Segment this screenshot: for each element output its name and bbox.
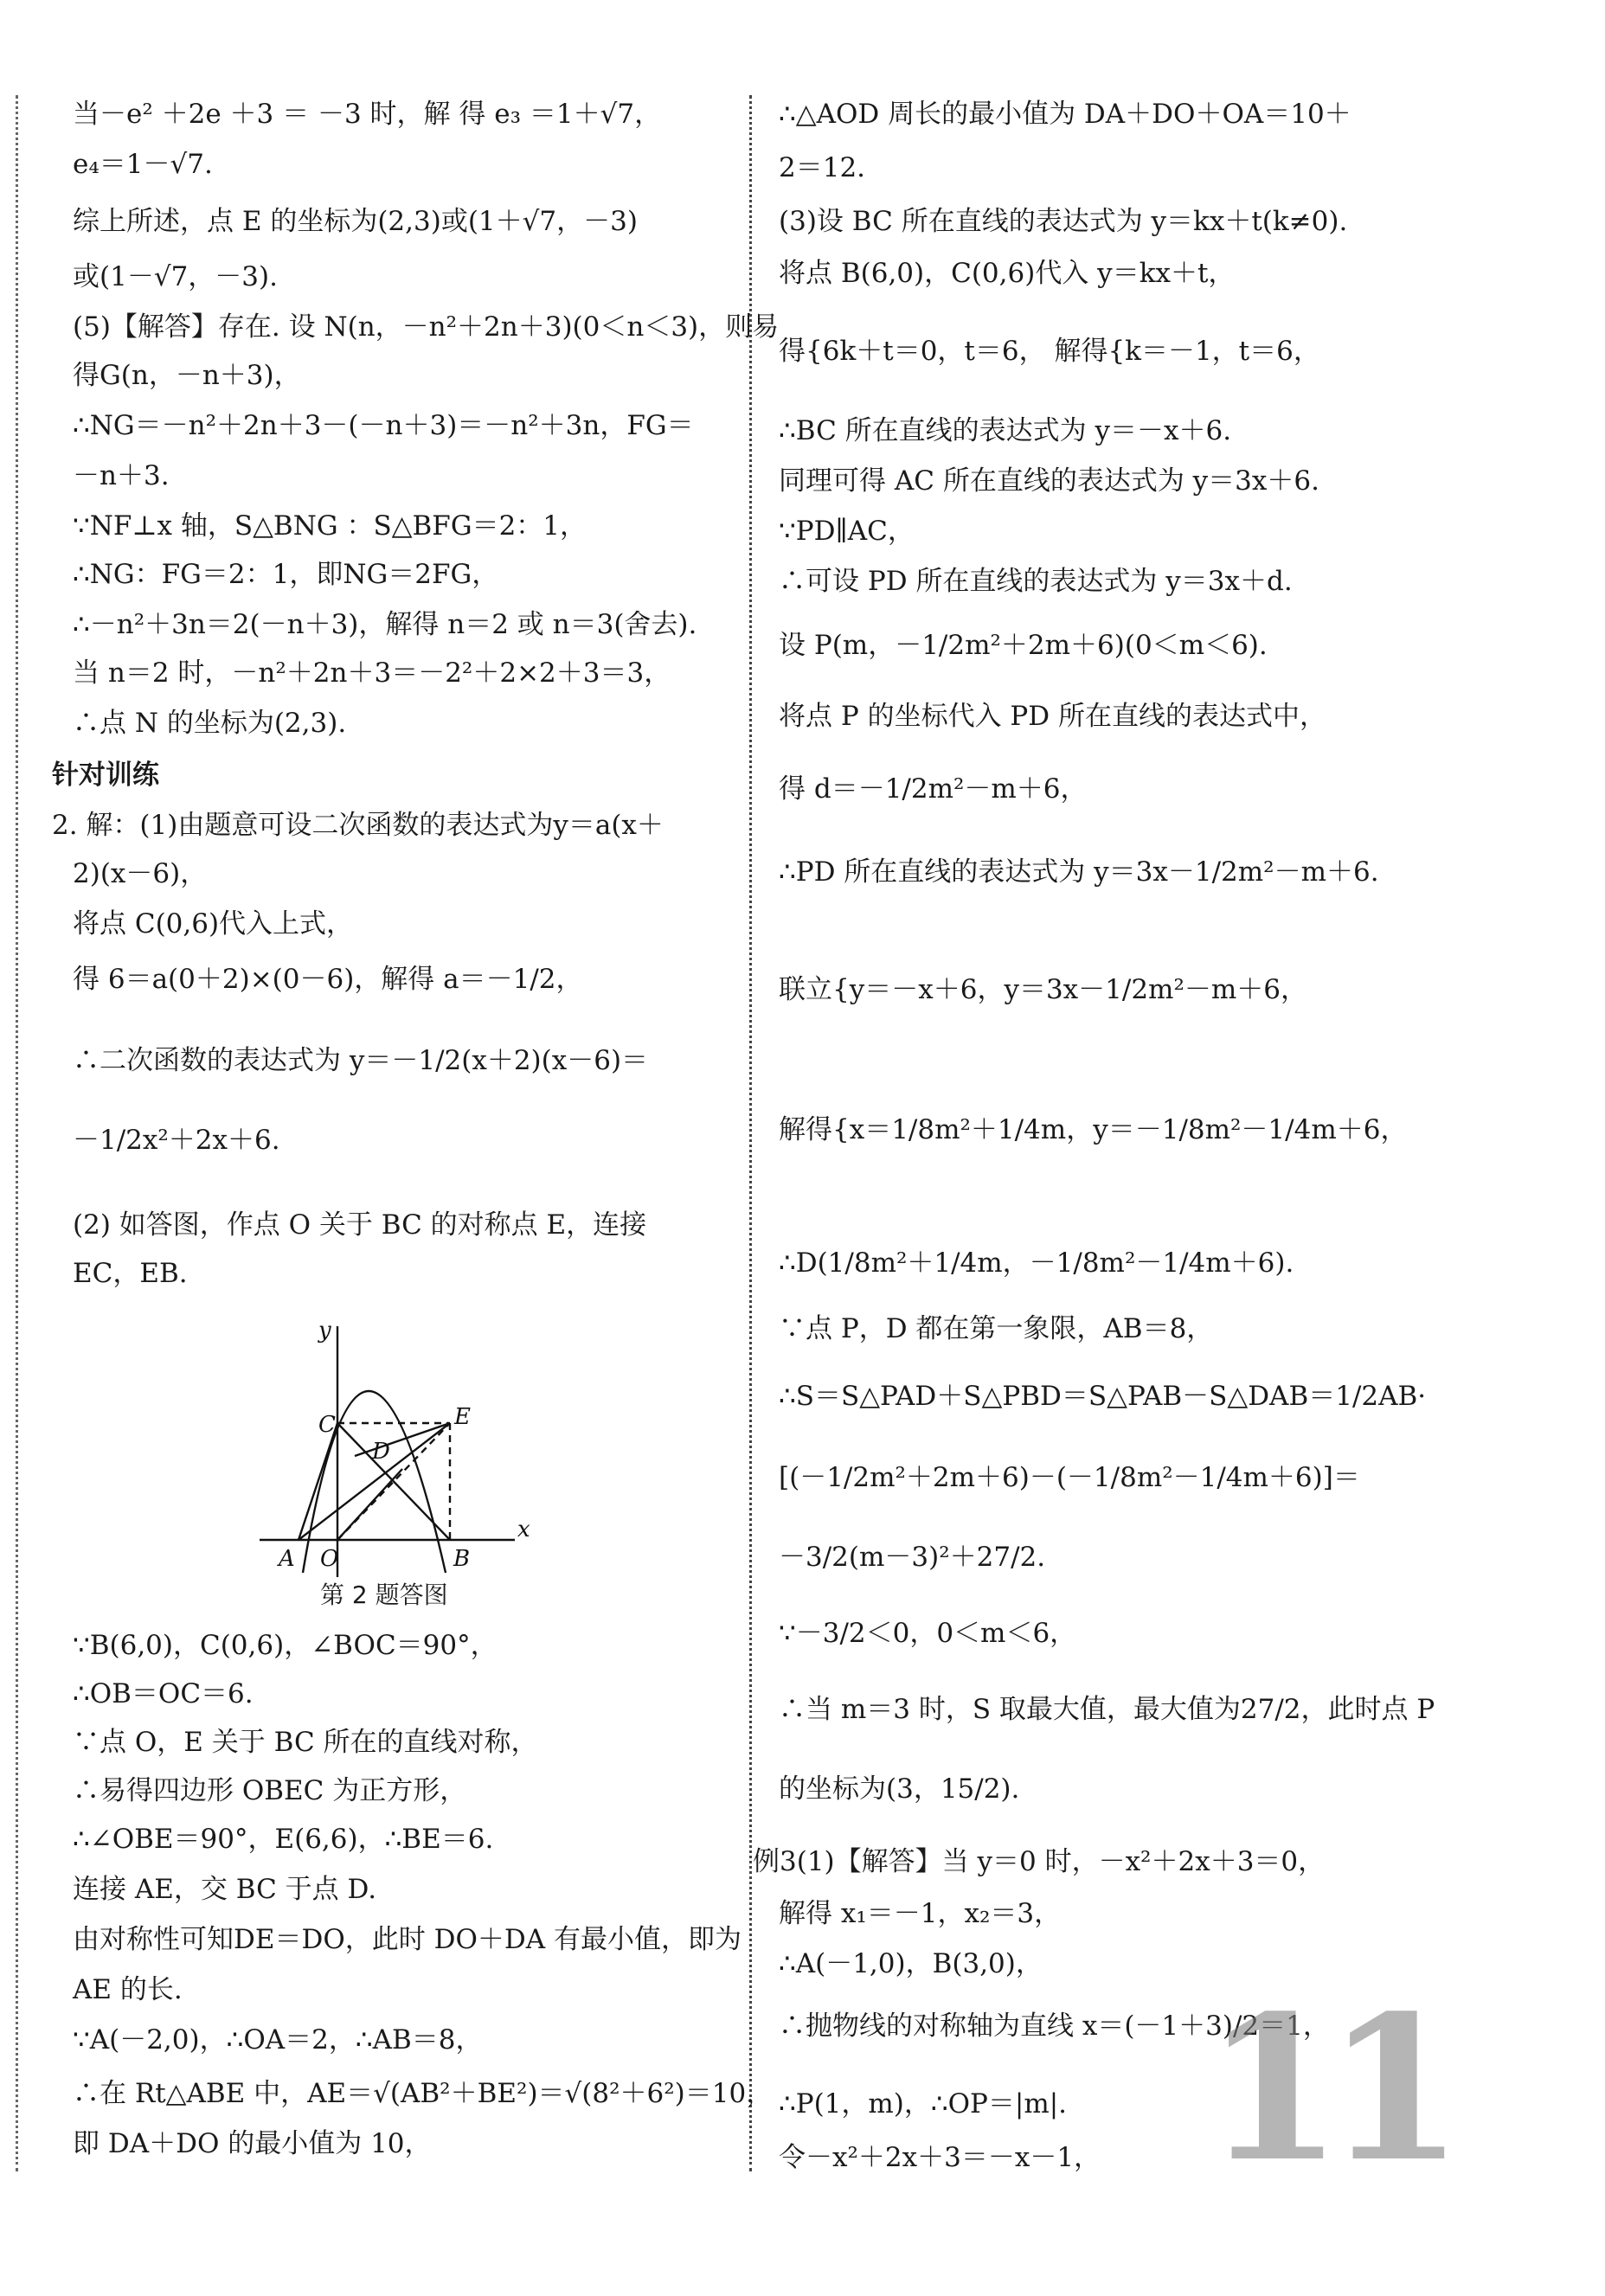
page-edge-dotted-line	[16, 95, 18, 2171]
section-heading: 针对训练	[52, 760, 159, 791]
page-number-watermark: 11	[1204, 1972, 1448, 2206]
left-line: ∴二次函数的表达式为 y＝－1/2(x＋2)(x－6)＝	[73, 1045, 649, 1076]
figure-caption: 第 2 题答图	[320, 1581, 448, 1609]
right-line: 将点 B(6,0)，C(0,6)代入 y＝kx＋t，	[779, 258, 1236, 289]
right-line: (3)设 BC 所在直线的表达式为 y＝kx＋t(k≠0).	[779, 206, 1348, 237]
line-od	[337, 1469, 402, 1540]
left-line: ∴NG：FG＝2：1，即NG＝2FG，	[73, 559, 499, 590]
right-line: 得 d＝－1/2m²－m＋6，	[779, 773, 1088, 805]
right-line: [(－1/2m²＋2m＋6)－(－1/8m²－1/4m＋6)]＝	[779, 1462, 1360, 1493]
left-line: 将点 C(0,6)代入上式，	[73, 908, 354, 940]
problem-2-first-line: 2. 解：(1)由题意可设二次函数的表达式为y＝a(x＋	[52, 810, 664, 841]
left-line: 当－e² ＋2e ＋3 ＝ －3 时，解 得 e₃ ＝1＋√7，	[73, 99, 662, 130]
left-line: 综上所述，点 E 的坐标为(2,3)或(1＋√7，－3)	[73, 206, 638, 237]
parabola-figure	[251, 1313, 536, 1581]
left-line: ∴易得四边形 OBEC 为正方形，	[73, 1775, 467, 1806]
left-line: ∵A(－2,0)，∴OA＝2，∴AB＝8，	[73, 2024, 483, 2055]
left-line: －n＋3.	[73, 460, 170, 491]
left-line: 得 6＝a(0＋2)×(0－6)，解得 a＝－1/2，	[73, 964, 583, 995]
label-x: x	[517, 1517, 530, 1542]
right-line: ∴D(1/8m²＋1/4m，－1/8m²－1/4m＋6).	[779, 1247, 1294, 1279]
left-line: EC，EB.	[73, 1258, 188, 1289]
right-line: ∵－3/2＜0，0＜m＜6，	[779, 1618, 1077, 1649]
right-line: ∵点 P，D 都在第一象限，AB＝8，	[779, 1313, 1214, 1344]
left-line: ∴在 Rt△ABE 中，AE＝√(AB²＋BE²)＝√(8²＋6²)＝10，	[73, 2078, 774, 2109]
label-y: y	[318, 1318, 331, 1344]
label-d: D	[372, 1439, 390, 1465]
line-ac	[299, 1423, 337, 1540]
left-line: －1/2x²＋2x＋6.	[73, 1125, 280, 1156]
right-line: ∴PD 所在直线的表达式为 y＝3x－1/2m²－m＋6.	[779, 856, 1379, 888]
left-line: (5)【解答】存在. 设 N(n，－n²＋2n＋3)(0＜n＜3)，则易	[73, 311, 780, 343]
right-line: 将点 P 的坐标代入 PD 所在直线的表达式中，	[779, 701, 1326, 732]
right-line: ∴△AOD 周长的最小值为 DA＋DO＋OA＝10＋	[779, 99, 1351, 130]
left-line: ∵点 O，E 关于 BC 所在的直线对称，	[73, 1727, 538, 1758]
right-line: ∴当 m＝3 时，S 取最大值，最大值为27/2，此时点 P	[779, 1694, 1435, 1725]
left-line: ∴OB＝OC＝6.	[73, 1678, 254, 1709]
left-line: 即 DA＋DO 的最小值为 10，	[73, 2128, 432, 2159]
left-line: e₄＝1－√7.	[73, 149, 213, 180]
right-line: ∴A(－1,0)，B(3,0)，	[779, 1948, 1043, 1979]
right-line: 设 P(m，－1/2m²＋2m＋6)(0＜m＜6).	[779, 630, 1268, 661]
example-3-first-line: 例3(1)【解答】当 y＝0 时，－x²＋2x＋3＝0，	[753, 1846, 1326, 1877]
column-divider	[749, 95, 752, 2171]
left-line: ∵B(6,0)，C(0,6)，∠BOC＝90°，	[73, 1630, 498, 1661]
right-line: －3/2(m－3)²＋27/2.	[779, 1542, 1046, 1573]
right-line: ∴S＝S△PAD＋S△PBD＝S△PAB－S△DAB＝1/2AB·	[779, 1381, 1427, 1412]
left-line: 由对称性可知DE＝DO，此时 DO＋DA 有最小值，即为	[73, 1924, 742, 1955]
right-line: 的坐标为(3，15/2).	[779, 1773, 1020, 1805]
left-line: AE 的长.	[73, 1974, 183, 2005]
right-line: ∴P(1，m)，∴OP＝|m|.	[779, 2088, 1068, 2120]
right-line: ∴可设 PD 所在直线的表达式为 y＝3x＋d.	[779, 566, 1293, 597]
left-line: 或(1－√7，－3).	[73, 261, 278, 292]
right-line: 同理可得 AC 所在直线的表达式为 y＝3x＋6.	[779, 465, 1319, 497]
left-line: ∴∠OBE＝90°，E(6,6)，∴BE＝6.	[73, 1824, 494, 1855]
left-line: 连接 AE，交 BC 于点 D.	[73, 1874, 377, 1905]
right-line: 解得 x₁＝－1，x₂＝3，	[779, 1898, 1062, 1929]
right-line: ∵PD∥AC，	[779, 516, 915, 547]
label-a: A	[279, 1546, 295, 1572]
label-c: C	[318, 1412, 336, 1438]
right-line: 解得{x＝1/8m²＋1/4m，y＝－1/8m²－1/4m＋6，	[779, 1114, 1408, 1145]
left-line: ∵NF⊥x 轴，S△BNG ：S△BFG＝2：1，	[73, 510, 587, 542]
right-line: ∴抛物线的对称轴为直线 x＝(－1＋3)/2＝1，	[779, 2011, 1330, 2042]
label-b: B	[453, 1546, 471, 1572]
left-line: ∴NG＝－n²＋2n＋3－(－n＋3)＝－n²＋3n，FG＝	[73, 410, 694, 441]
left-line: (2) 如答图，作点 O 关于 BC 的对称点 E，连接	[73, 1209, 647, 1241]
right-line: 令－x²＋2x＋3＝－x－1，	[779, 2142, 1101, 2173]
left-line: ∴－n²＋3n＝2(－n＋3)，解得 n＝2 或 n＝3(舍去).	[73, 609, 697, 640]
right-line: 联立{y＝－x＋6，y＝3x－1/2m²－m＋6，	[779, 974, 1307, 1005]
right-line: 2＝12.	[779, 152, 866, 183]
label-o: O	[320, 1546, 339, 1572]
left-line: 当 n＝2 时，－n²＋2n＋3＝－2²＋2×2＋3＝3，	[73, 657, 671, 689]
right-line: 得{6k＋t＝0，t＝6， 解得{k＝－1，t＝6，	[779, 336, 1320, 367]
left-line: ∴点 N 的坐标为(2,3).	[73, 708, 347, 739]
right-line: ∴BC 所在直线的表达式为 y＝－x＋6.	[779, 415, 1232, 446]
label-e: E	[454, 1404, 471, 1430]
left-line: 得G(n，－n＋3)，	[73, 360, 301, 391]
left-line: 2)(x－6)，	[73, 858, 208, 889]
